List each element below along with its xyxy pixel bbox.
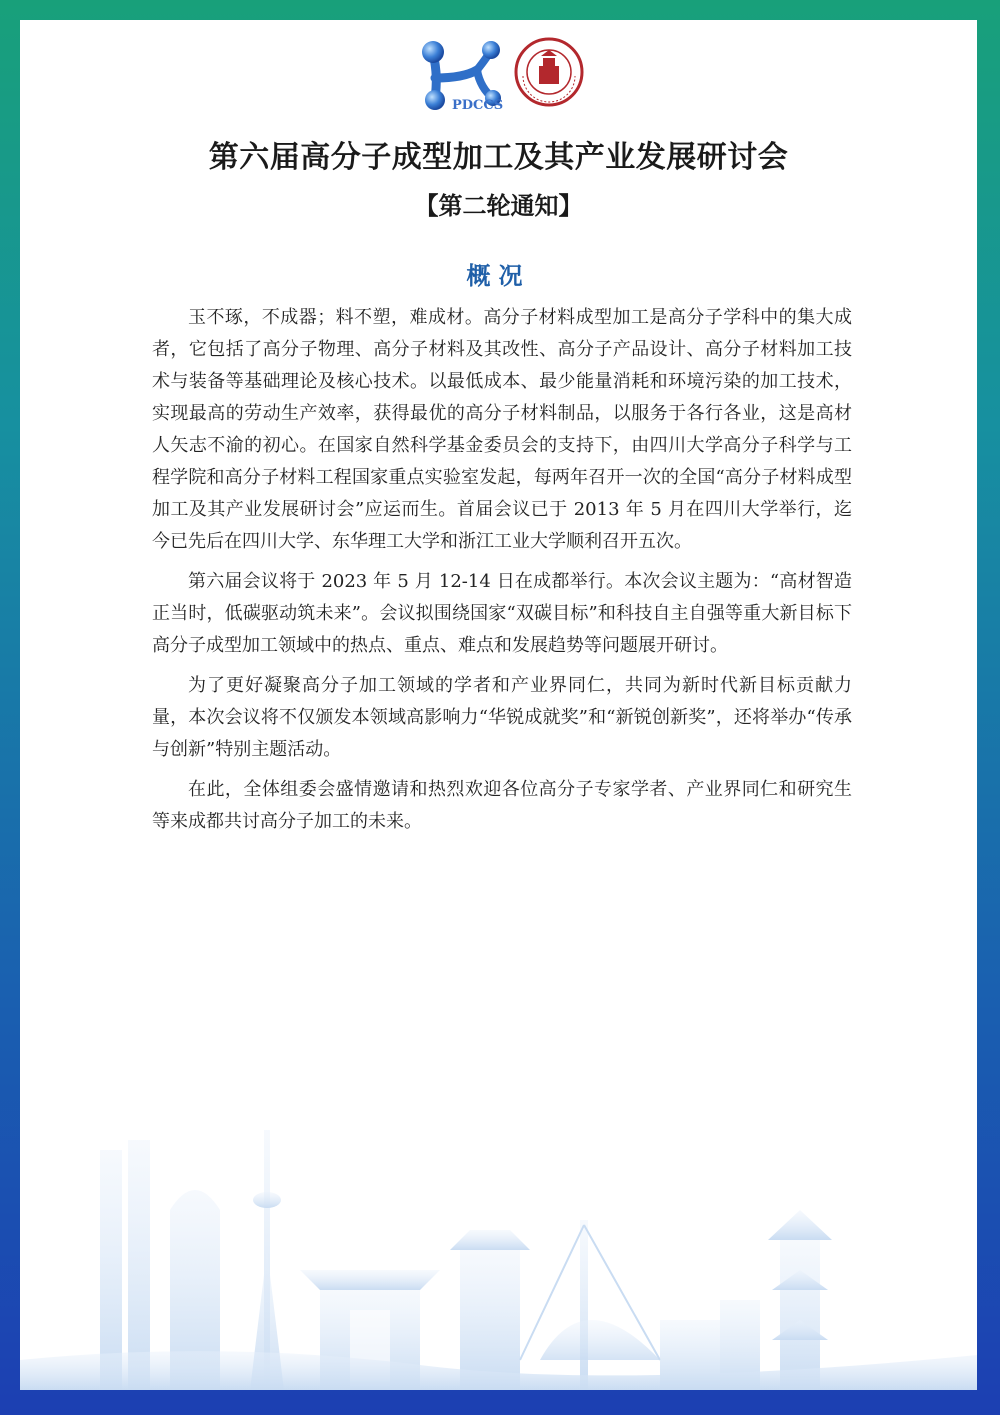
paragraph: 玉不琢，不成器；料不塑，难成材。高分子材料成型加工是高分子学科中的集大成者，它包括了高分子物理、高分子材料及其改性、高分子产品设计、高分子材料加工技术与装备等基础理论及核心技术。以最低成本、最少能量消耗和环境污染的加工技术，实现最高的劳动生产效率，获得最优的高分子材料制品，以服务于各行各业，这是高材人矢志不渝的初心。在国家自然科学基金委员会的支持下，由四川大学高分子科学与工程学院和高分子材料工程国家重点实验室发起，每两年召开一次的全国“高分子材料成型加工及其产业发展研讨会”应运而生。首届会议已于 2013 年 5 月在四川大学举行，迄今已先后在四川大学、东华理工大学和浙江工业大学顺利召开五次。 — [152, 307, 852, 552]
city-skyline-illustration — [20, 1130, 977, 1390]
overview-body — [152, 302, 852, 846]
section-heading: 概况 — [466, 262, 531, 290]
university-seal-icon — [513, 36, 585, 108]
notice-subtitle: 【第二轮通知】 — [414, 192, 583, 220]
paragraph: 在此，全体组委会盛情邀请和热烈欢迎各位高分子专家学者、产业界同仁和研究生等来成都共讨高分子加工的未来。 — [152, 779, 852, 832]
document-sheet — [20, 20, 977, 1390]
paragraph: 为了更好凝聚高分子加工领域的学者和产业界同仁，共同为新时代新目标贡献力量，本次会议将不仅颁发本领域高影响力“华锐成就奖”和“新锐创新奖”，还将举办“传承与创新”特别主题活动。 — [152, 675, 852, 760]
logo-bar — [20, 36, 977, 126]
paragraph: 第六届会议将于 2023 年 5 月 12-14 日在成都举行。本次会议主题为：“高材智造正当时，低碳驱动筑未来”。会议拟围绕国家“双碳目标”和科技自主自强等重大新目标下高分子成型加工领域中的热点、重点、难点和发展趋势等问题展开研讨。 — [152, 571, 852, 656]
page-title: 第六届高分子成型加工及其产业发展研讨会 — [208, 140, 789, 175]
pdccs-logo-text: PDCCS — [452, 98, 504, 113]
